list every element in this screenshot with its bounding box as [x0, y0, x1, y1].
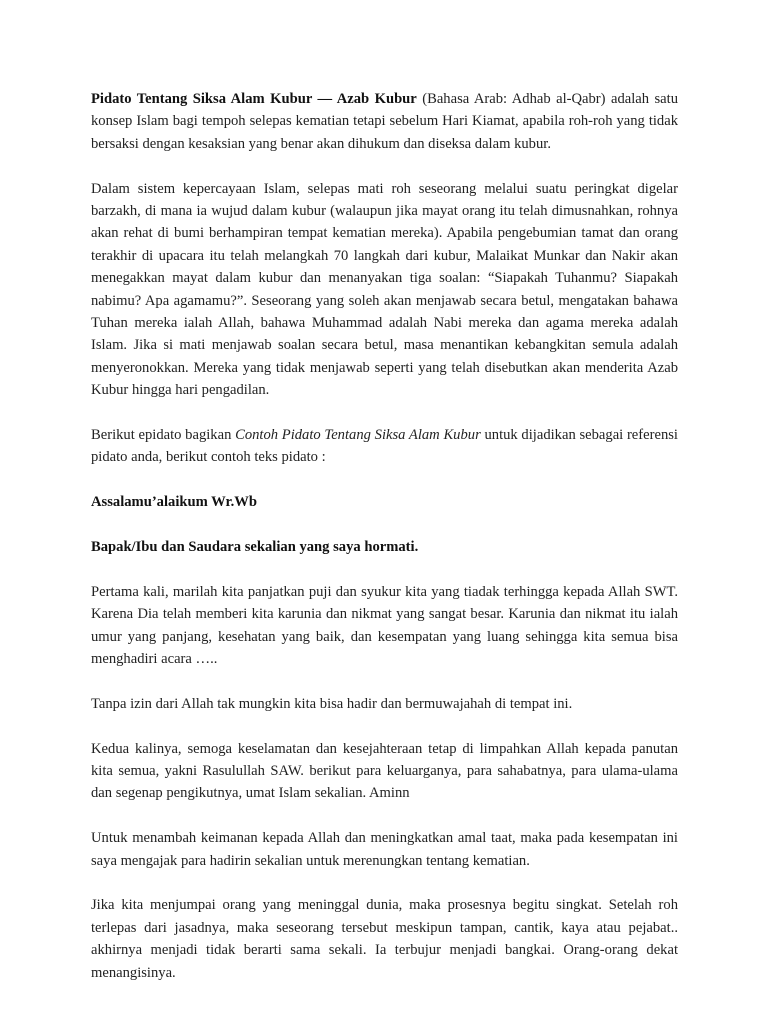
greeting-text: Assalamu’alaikum Wr.Wb — [91, 494, 257, 511]
gratitude-paragraph: Pertama kali, marilah kita panjatkan puji dan syukur kita yang tiadak terhingga kepada Allah SWT. Karena Dia telah memberi kita karunia dan nikmat yang sangat besar. Karunia dan nikmat itu ialah umur yang panjang, kesehatan yang baik, dan kesempatan yang luang sehingga kita semua bisa menghadiri acara ….. — [91, 583, 678, 668]
permission-paragraph: Tanpa izin dari Allah tak mungkin kita bisa hadir dan bermuwajahah di tempat ini. — [91, 695, 573, 712]
reflection-paragraph: Untuk menambah keimanan kepada Allah dan meningkatkan amal taat, maka pada kesempatan ini saya mengajak para hadirin sekalian untuk merenungkan tentang kematian. — [91, 830, 678, 869]
reference-title-italic: Contoh Pidato Tentang Siksa Alam Kubur — [235, 427, 481, 444]
intro-paragraph — [91, 88, 678, 155]
document-page — [91, 88, 678, 1007]
death-paragraph: Jika kita menjumpai orang yang meninggal dunia, maka prosesnya begitu singkat. Setelah roh terlepas dari jasadnya, maka seseorang tersebut meskipun tampan, cantik, kaya atau pejabat.. akhirnya menjadi tidak berarti sama sekali. Ia terbujur menjadi bangkai. Orang-orang dekat menangisinya. — [91, 897, 678, 981]
intro-title: Pidato Tentang Siksa Alam Kubur — Azab Kubur — [91, 91, 417, 107]
intro-text: (Bahasa Arab: Adhab al-Qabr) adalah satu konsep Islam bagi tempoh selepas kematian tetapi sebelum Hari Kiamat, apabila roh-roh yang tidak bersaksi dengan kesaksian yang benar akan dihukum dan diseksa dalam kubur. — [91, 91, 679, 152]
greeting-line — [91, 491, 678, 513]
reference-text-before: Berikut epidato bagikan — [91, 427, 236, 444]
salutation-line — [91, 536, 678, 558]
salutation-text: Bapak/Ibu dan Saudara sekalian yang saya hormati. — [91, 539, 419, 556]
reference-paragraph — [91, 424, 678, 469]
blessing-paragraph: Kedua kalinya, semoga keselamatan dan kesejahteraan tetap di limpahkan Allah kepada panutan kita semua, yakni Rasulullah SAW. berikut para keluarganya, para sahabatnya, para ulama-ulama dan segenap pengikutnya, umat Islam sekalian. Aminn — [91, 740, 678, 802]
reference-text-after: untuk dijadikan sebagai referensi pidato anda, berikut contoh teks pidato : — [91, 427, 678, 466]
belief-paragraph: Dalam sistem kepercayaan Islam, selepas mati roh seseorang melalui suatu peringkat digelar barzakh, di mana ia wujud dalam kubur (walaupun jika mayat orang itu telah dimusnahkan, rohnya akan rehat di bumi berhampiran tempat kematian mereka). Apabila pengebumian tamat dan orang terakhir di upacara itu telah melangkah 70 langkah dari kubur, Malaikat Munkar dan Nakir akan menegakkan mayat dalam kubur dan menanyakan tiga soalan: “Siapakah Tuhanmu? Siapakah nabimu? Apa agamamu?”. Seseorang yang soleh akan menjawab secara betul, mengatakan bahawa Tuhan mereka ialah Allah, bahawa Muhammad adalah Nabi mereka dan agama mereka adalah Islam. Jika si mati menjawab soalan secara betul, masa menantikan kebangkitan semula adalah menyeronokkan. Mereka yang tidak menjawab seperti yang telah disebutkan akan menderita Azab Kubur hingga hari pengadilan. — [91, 180, 678, 399]
